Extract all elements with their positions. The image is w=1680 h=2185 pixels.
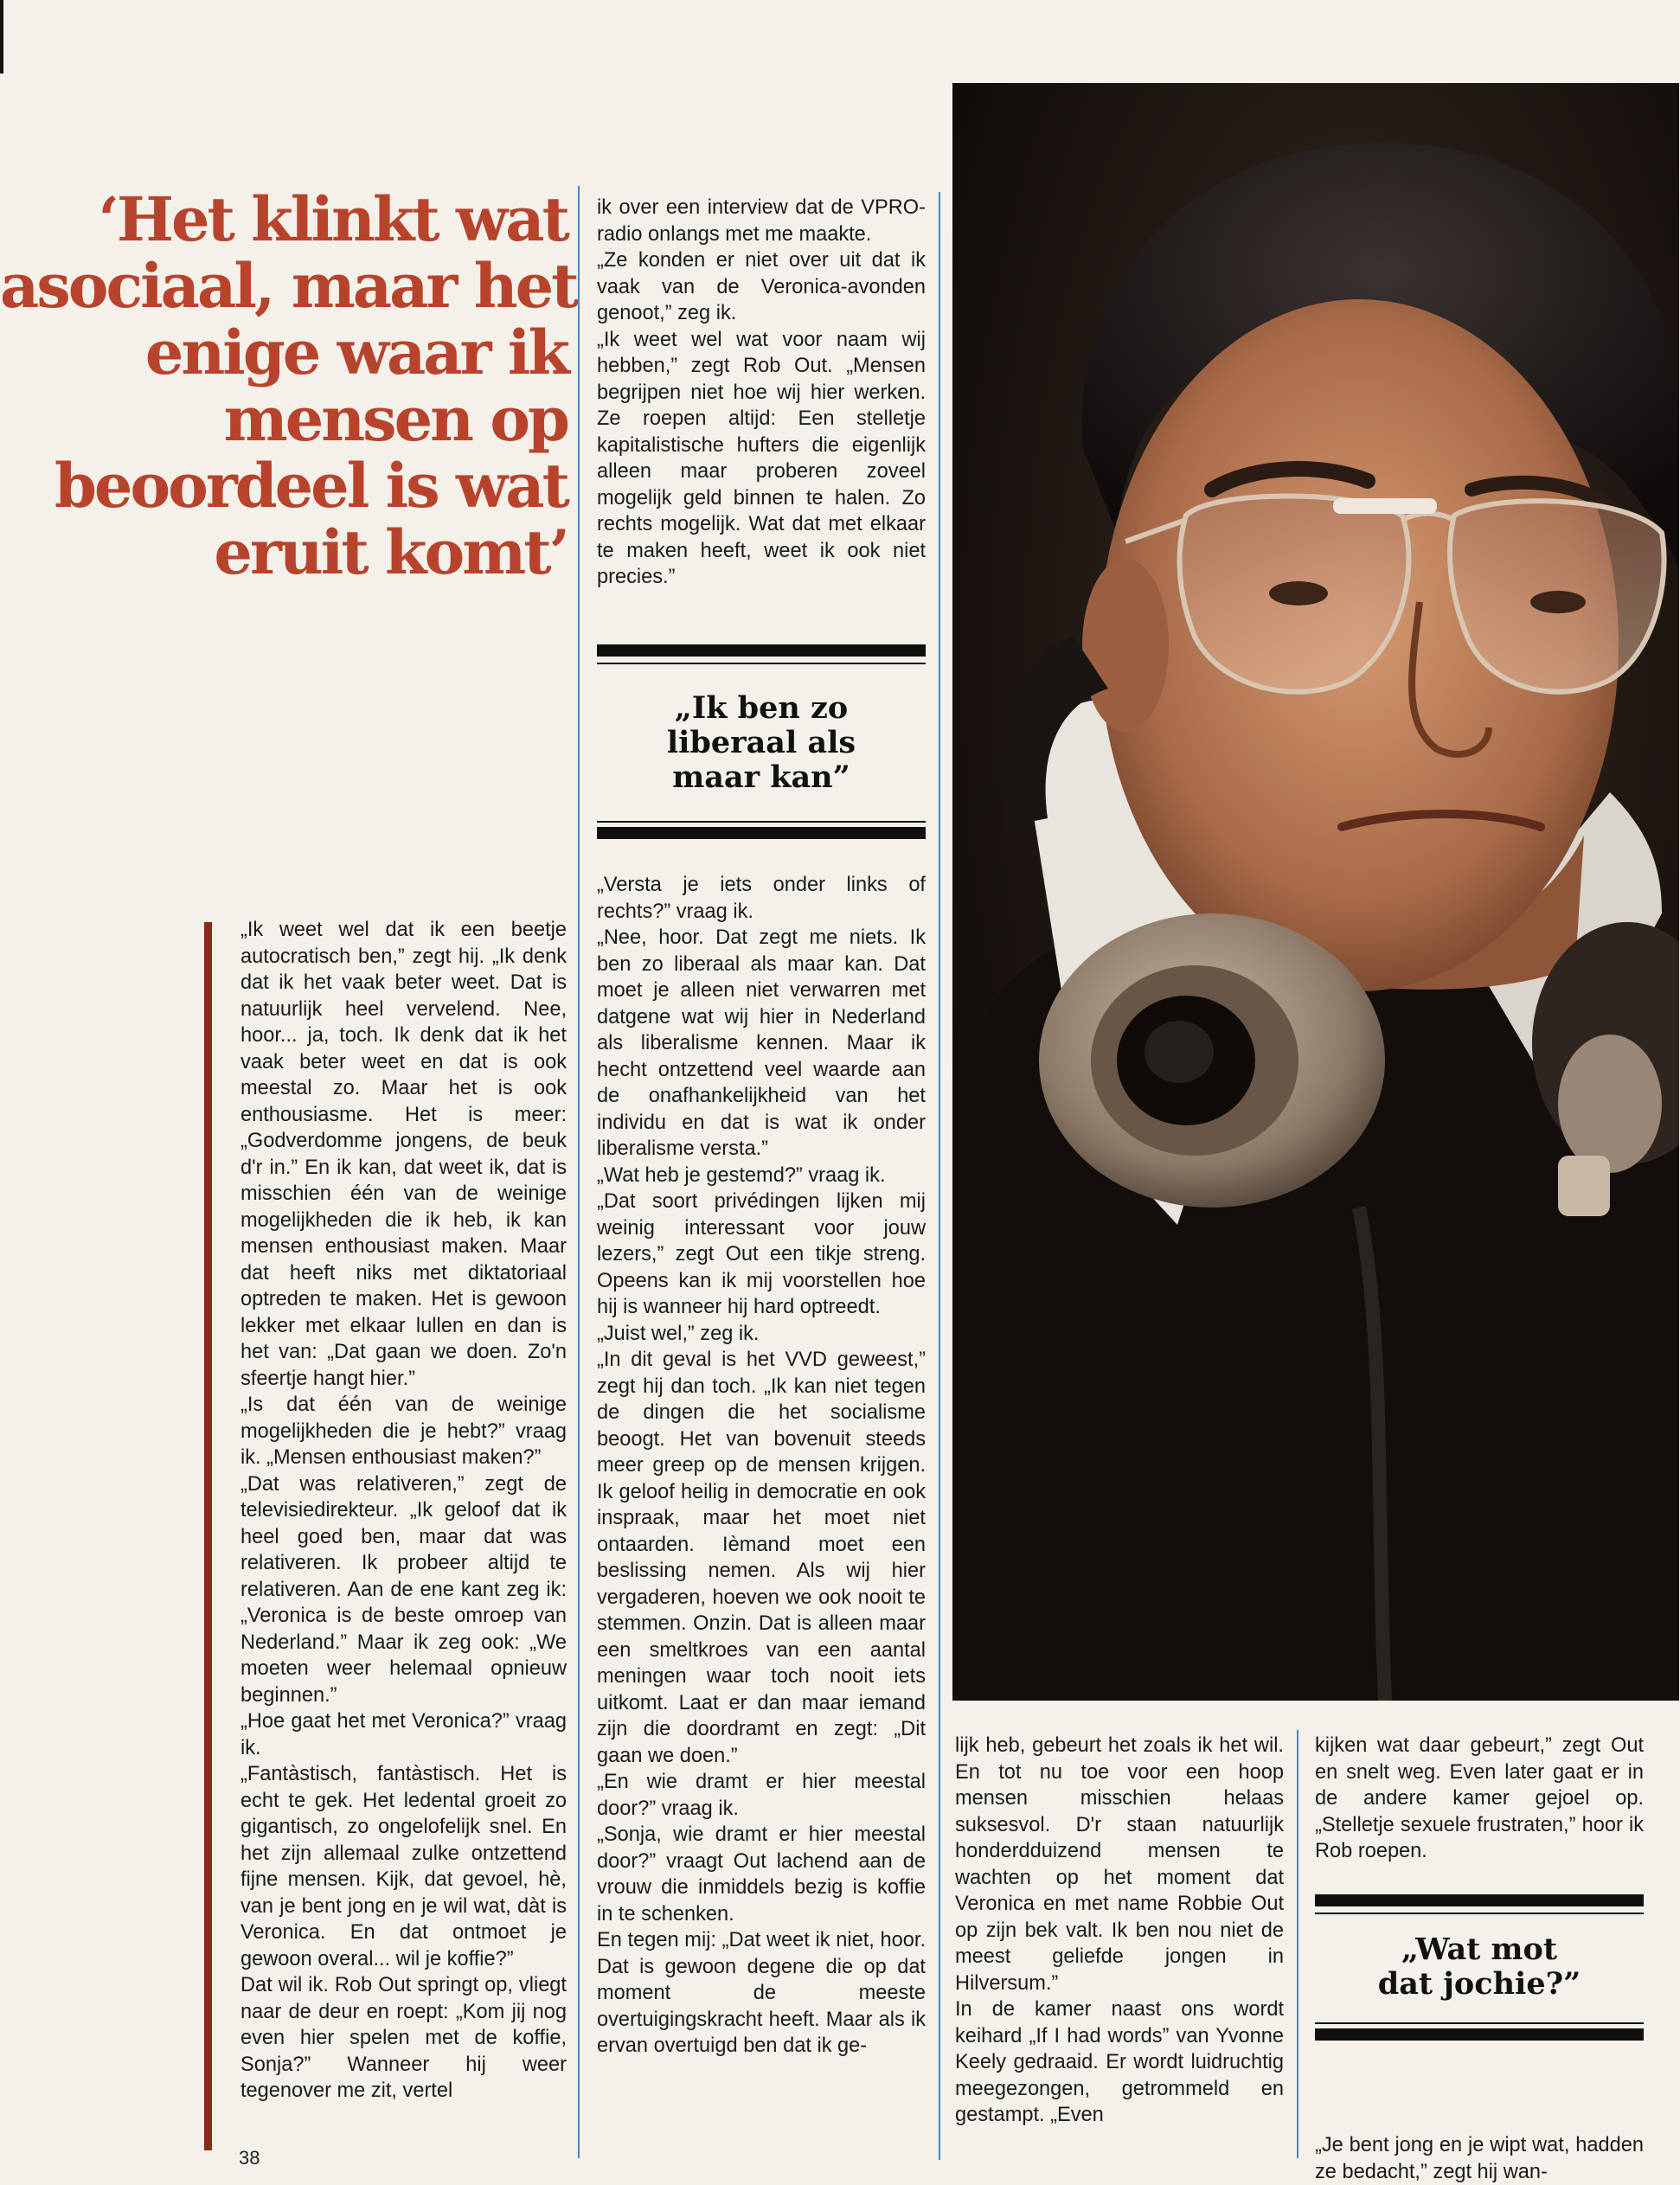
paragraph: „Is dat één van de weinige mogelijkheden die je hebt?” vraag ik. „Mensen enthousiast maken?”: [240, 1394, 567, 1469]
column-side-rule: [204, 922, 212, 2150]
paragraph: ik over een interview dat de VPRO-radio onlangs met me maakte.: [597, 196, 926, 246]
article-column-2-bottom: [597, 872, 926, 2060]
paragraph: In de kamer naast ons wordt keihard „If I had words” van Yvonne Keely gedraaid. Er wordt luidruchtig meegezongen, getrommeld en gestampt. „Even: [955, 1998, 1284, 2126]
page-number: 38: [239, 2147, 260, 2169]
paragraph: „In dit geval is het VVD geweest,” zegt hij dan toch. „Ik kan niet tegen de dingen die het socialisme beoogt. Het van bovenuit steeds meer greep op de mensen krijgen. Ik geloof heilig in democratie en ook inspraak, maar het moet niet ontaarden. Ièmand moet een beslissing nemen. Als wij hier vergaderen, hoeven we ook nooit te stemmen. Onzin. Dat is alleen maar een smeltkroes van een aantal meningen waar toch nooit iets uitkomt. Laat er dan maar iemand zijn die doordramt en zegt: „Dit gaan we doen.”: [597, 1349, 926, 1767]
quote-rule: [597, 827, 926, 839]
paragraph: „Hoe gaat het met Veronica?” vraag ik.: [240, 1710, 567, 1759]
article-column-4-bottom: [1315, 2132, 1644, 2185]
article-column-2-top: [597, 195, 926, 591]
headline-line: asociaal, maar het: [0, 250, 577, 322]
headline-line: beoordeel is wat: [54, 450, 567, 522]
quote-rule: [1315, 2028, 1644, 2041]
column-divider: [578, 186, 580, 2158]
paragraph: „En wie dramt er hier meestal door?” vraag ik.: [597, 1771, 926, 1820]
pull-quote-text: „Wat mot dat jochie?”: [1377, 1932, 1581, 2002]
quote-rule: [1315, 1913, 1644, 1914]
headline-line: ‘Het klinkt wat: [98, 183, 567, 255]
portrait-illustration: [952, 83, 1679, 1701]
paragraph: „Je bent jong en je wipt wat, hadden ze bedacht,” zegt hij wan-: [1315, 2134, 1644, 2183]
paragraph: „Nee, hoor. Dat zegt me niets. Ik ben zo liberaal als maar kan. Dat moet je alleen niet verwarren met datgene wat wij hier in Nederland als liberalisme kennen. Maar ik hecht ontzettend veel waarde aan de onafhankelijkheid van het individu en dat is wat ik onder liberalisme versta.”: [597, 926, 926, 1160]
paragraph: „Wat heb je gestemd?” vraag ik.: [597, 1163, 886, 1187]
headline: [0, 183, 577, 588]
pull-quote: [597, 644, 926, 845]
paragraph: lijk heb, gebeurt het zoals ik het wil. En tot nu toe voor een hoop mensen misschien helaas suksesvol. D'r staan natuurlijk honderdduizend mensen te wachten op het moment dat Veronica en met name Robbie Out op zijn bek valt. Ik ben nou niet de meest geliefde jongen in Hilversum.”: [955, 1734, 1284, 1995]
headline-line: mensen op: [223, 383, 567, 455]
paragraph: „Ze konden er niet over uit dat ik vaak van de Veronica-avonden genoot,” zeg ik.: [597, 249, 926, 324]
paragraph: „Sonja, wie dramt er hier meestal door?” vraagt Out lachend aan de vrouw die inmiddels bezig is koffie in te schenken.: [597, 1823, 926, 1925]
paragraph: En tegen mij: „Dat weet ik niet, hoor. Dat is gewoon degene die op dat moment de meeste overtuigingskracht heeft. Maar als ik ervan overtuigd ben dat ik ge-: [597, 1929, 926, 2057]
paragraph: „Ik weet wel dat ik een beetje autocratisch ben,” zegt hij. „Ik denk dat ik het vaak beter weet. Dat is natuurlijk heel vervelend. Nee, hoor... ja, toch. Ik denk dat ik het vaak beter weet en dat is ook meestal zo. Maar het is ook enthousiasme. Het is meer: „Godverdomme jongens, de beuk d'r in.” En ik kan, dat weet ik, dat is misschien één van de weinige mogelijkheden die ik heb, ik kan mensen enthousiast maken. Maar dat heeft niks met diktatoriaal optreden te maken. Het is gewoon lekker met elkaar lullen en dan is het van: „Dat gaan we doen. Zo'n sfeertje hangt hier.”: [240, 919, 567, 1390]
paragraph: kijken wat daar gebeurt,” zegt Out en snelt weg. Even later gaat er in de andere kamer gejoel op. „Stelletje sexuele frustraten,” hoor ik Rob roepen.: [1315, 1734, 1644, 1862]
pull-quote: [1315, 1894, 1644, 2047]
quote-rule: [597, 663, 926, 664]
quote-rule: [597, 821, 926, 823]
paragraph: Dat wil ik. Rob Out springt op, vliegt naar de deur en roept: „Kom jij nog even hier spelen met de koffie, Sonja?” Wanneer hij weer tegenover me zit, vertel: [240, 1974, 567, 2102]
headline-line: enige waar ik: [144, 317, 567, 388]
paragraph: „Dat was relativeren,” zegt de televisiedirekteur. „Ik geloof dat ik heel goed ben, maar dat was relativeren. Ik probeer altijd te relativeren. Aan de ene kant zeg ik: „Veronica is de beste omroep van Nederland.” Maar ik zeg ook: „We moeten weer helemaal opnieuw beginnen.”: [240, 1472, 567, 1707]
paragraph: „Versta je iets onder links of rechts?” vraag ik.: [597, 874, 926, 923]
portrait-photo: [952, 83, 1679, 1701]
quote-rule: [1315, 1894, 1644, 1906]
scan-edge-mark: [0, 0, 3, 74]
article-column-3: [955, 1733, 1284, 2129]
pull-quote-text: „Ik ben zo liberaal als maar kan”: [666, 690, 856, 795]
column-divider: [1297, 1730, 1298, 2158]
column-divider: [939, 192, 940, 2160]
article-column-1: [240, 917, 567, 2105]
headline-line: eruit komt’: [214, 516, 567, 588]
quote-rule: [597, 644, 926, 657]
paragraph: „Juist wel,” zeg ik.: [597, 1322, 760, 1345]
paragraph: „Dat soort privédingen lijken mij weinig interessant voor jouw lezers,” zegt Out een tikje streng. Opeens kan ik mij voorstellen hoe hij is wanneer hij hard optreedt.: [597, 1190, 926, 1318]
article-column-4: [1315, 1733, 1644, 1865]
paragraph: „Fantàstisch, fantàstisch. Het is echt te gek. Het ledental groeit zo gigantisch, zo ongelofelijk snel. En het zijn allemaal zulke ontzettend fijne mensen. Kijk, dat gevoel, hè, van je bent jong en je wil wat, dàt is Veronica. En dat ontmoet je gewoon overal... wil je koffie?”: [240, 1763, 567, 1970]
quote-rule: [1315, 2022, 1644, 2024]
paragraph: „Ik weet wel wat voor naam wij hebben,” zegt Rob Out. „Mensen begrijpen niet hoe wij hier werken. Ze roepen altijd: Een stelletje kapitalistische hufters die eigenlijk alleen maar proberen zoveel mogelijk geld binnen te halen. Zo rechts mogelijk. Wat dat met elkaar te maken heeft, weet ik ook niet precies.”: [597, 328, 926, 588]
